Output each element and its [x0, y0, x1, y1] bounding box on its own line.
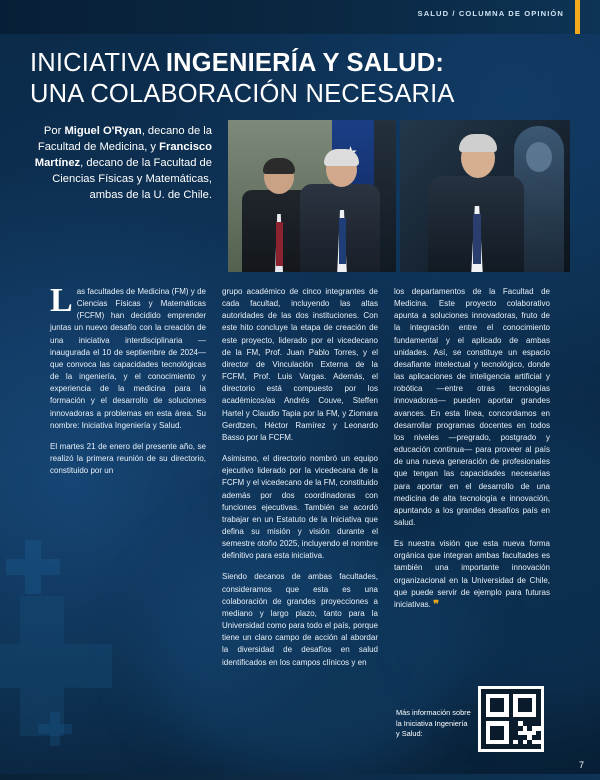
- title-line1-bold: INGENIERÍA Y SALUD:: [165, 49, 445, 77]
- paragraph-text: as facultades de Medicina (FM) y de Ciencias Físicas y Matemáticas (FCFM) han decidido emprender juntas un nuevo desafío con la creación de una iniciativa interdisciplinaria —inaugurada el 10 de septiembre de 2024— que convoca las capacidades tecnológicas de la ingeniería, y el conocimiento y experiencia de la medicina para la formación y el desarrollo de soluciones innovadoras a problemas en esta área. Su nombre: Iniciativa Ingeniería y Salud.: [50, 287, 206, 430]
- section-kicker: SALUD / COLUMNA DE OPINIÓN: [417, 9, 564, 18]
- drop-cap: L: [50, 282, 73, 319]
- paragraph-text: Es nuestra visión que esta nueva forma orgánica que integran ambas facultades es también una importante innovación organizacional en la Universidad de Chile, que puede servir de ejemplo para futuras iniciativas.: [394, 539, 550, 609]
- paragraph-text: los departamentos de la Facultad de Medicina. Este proyecto colaborativo apunta a soluciones innovadoras, fruto de la integración entre el conocimiento fundamental y el aplicado de ambas unidades. Así, se constituye un espacio desafiante intelectual y tecnológico, donde las aplicaciones de inteligencia artificial y robótica —entre otras tecnologías innovadoras— pueden aportar grandes avances. En esta línea, concordamos en desarrollar programas docentes en todos los niveles —pregrado, postgrado y educación continua— para proveer al país de una nueva generación de profesionales que tengan las capacidades necesarias para aportar en el desarrollo de una medicina de alta tecnología e innovación, apuntando a los grandes desafíos país en salud.: [394, 287, 550, 527]
- paragraph: [394, 538, 550, 611]
- page-title: [30, 48, 550, 110]
- paragraph: [50, 282, 206, 432]
- column-1: [50, 282, 206, 678]
- byline-prefix: Por: [43, 125, 65, 137]
- title-line2: UNA COLABORACIÓN NECESARIA: [30, 80, 455, 109]
- paragraph-text: El martes 21 de enero del presente año, se realizó la primera reunión de su directorio, constituido por un: [50, 441, 206, 476]
- byline-role-1: , decano de la Facultad de Medicina, y: [37, 125, 212, 153]
- decorative-cross-icon: [38, 712, 72, 746]
- paragraph-text: grupo académico de cinco integrantes de cada facultad, incluyendo las altas autoridades de las dos instituciones. Con este hito concluye la etapa de creación de este proyecto, liderado por el vicedecano de la FM, Prof. Juan Pablo Torres, y el director de Vinculación Externa de la FCFM, Prof. Luis Vargas. Además, el directorio está compuesto por los académicos/as Andrés Couve, Steffen Hartel y Claudio Tapia por la FM, y Ziomara Gerdtzen, Héctor Ramírez y Leonardo Basso por la FCFM.: [222, 287, 378, 442]
- photo-strip: [228, 120, 570, 272]
- paragraph-text: Asimismo, el directorio nombró un equipo ejecutivo liderado por la vicedecana de la FCFM y el vicedecano de la FM, constituido además por dos coordinadoras con funciones ejecutivas. También se acordó trabajar en un Estatuto de la Iniciativa que defina su misión y visión durante el semestre otoño 2025, incluyendo el nombre definitivo para esta iniciativa.: [222, 454, 378, 561]
- paragraph: [222, 286, 378, 444]
- photo-dean-portrait: [400, 120, 570, 272]
- qr-code[interactable]: [478, 686, 544, 752]
- page-number: 7: [578, 760, 584, 770]
- paragraph: [222, 453, 378, 562]
- byline-author-2: Francisco Martínez: [34, 140, 212, 169]
- qr-caption: Más información sobre la Iniciativa Ingeniería y Salud:: [396, 708, 471, 739]
- article-body: [50, 282, 550, 678]
- section-header-bar: [0, 0, 600, 34]
- photo-two-deans: [228, 120, 396, 272]
- end-quote-icon: ❞: [433, 598, 440, 611]
- column-2: [222, 286, 378, 678]
- accent-tick: [575, 0, 580, 34]
- paragraph: [222, 571, 378, 668]
- column-3: [394, 286, 550, 678]
- byline-role-2: , decano de la Facultad de Ciencias Físicas y Matemáticas, ambas de la U. de Chile.: [52, 156, 212, 201]
- paragraph-text: Siendo decanos de ambas facultades, consideramos que esta es una colaboración de grandes proyecciones a mediano y largo plazo, tanto para la Universidad como para todo el país, porque tiene un claro campo de acción al abordar la diversidad de desafíos en salud identificados en los campos clínicos y en: [222, 572, 378, 667]
- paragraph: [50, 441, 206, 477]
- bottom-strip: [0, 774, 600, 780]
- paragraph: [394, 286, 550, 529]
- qr-grid: [481, 689, 541, 749]
- byline-author-1: Miguel O'Ryan: [64, 125, 142, 137]
- byline: [30, 124, 212, 204]
- title-line1-light: INICIATIVA: [30, 49, 166, 77]
